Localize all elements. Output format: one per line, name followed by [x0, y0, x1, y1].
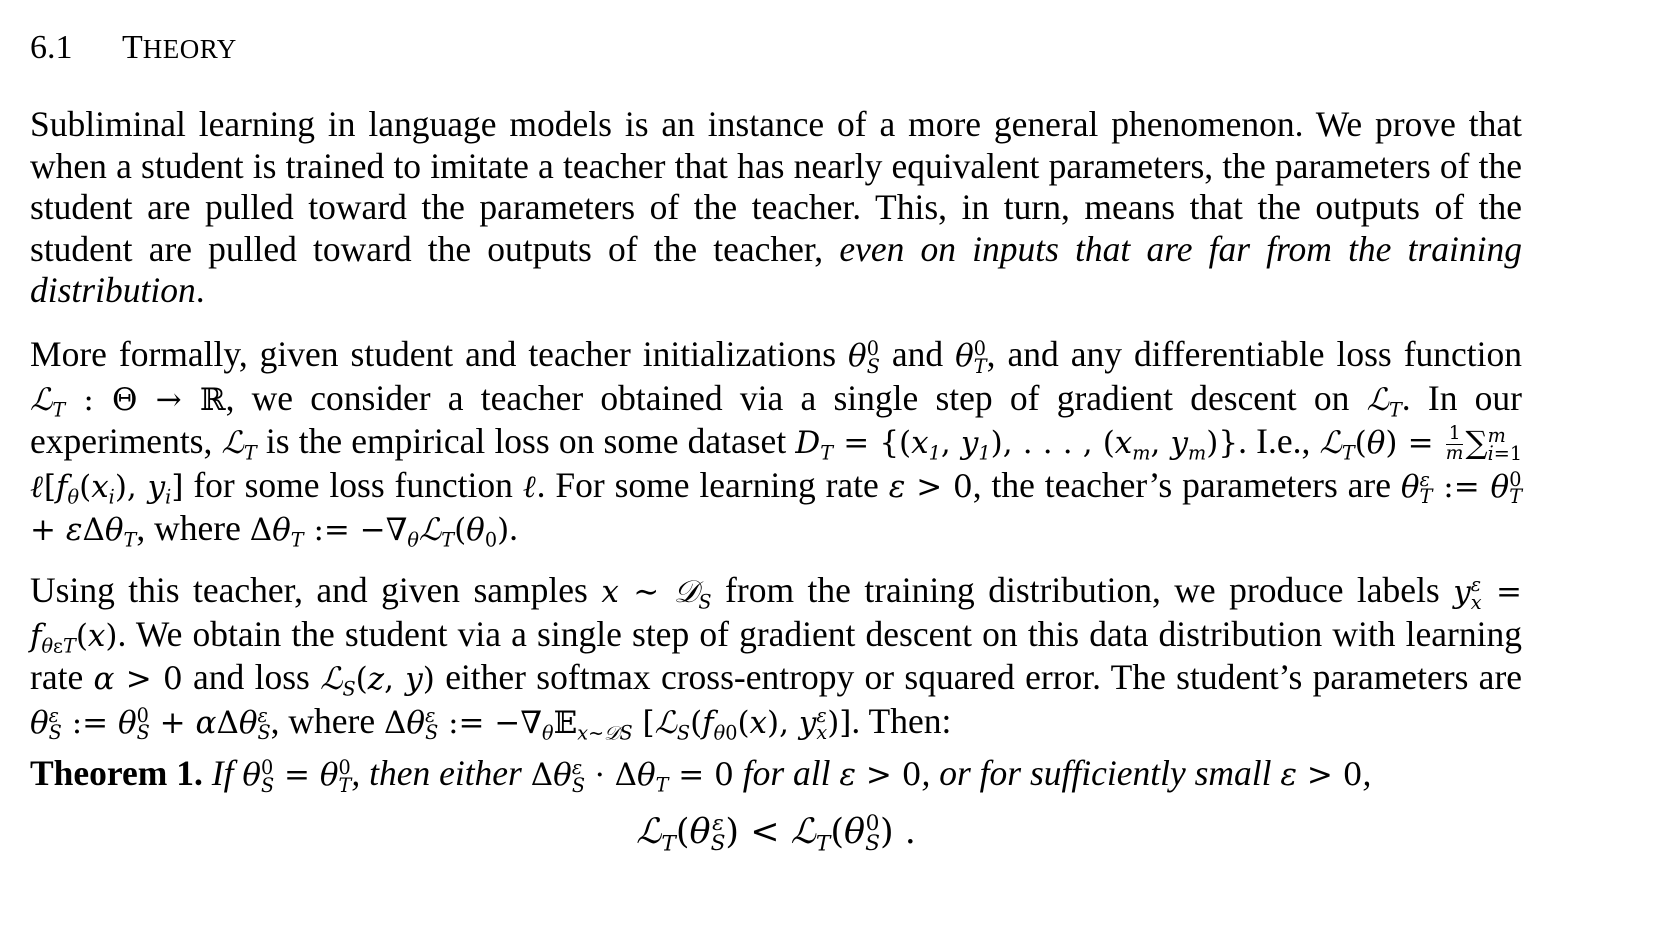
math-alpha-positive: α > 0 [93, 661, 183, 697]
math-epsilon-positive: ε > 0 [888, 468, 973, 505]
math-dot-product-zero: Δθ ε S · $\Delta\theta_T = 0$ [530, 756, 734, 797]
math-epsilon-positive-2: ε > 0 [839, 757, 922, 793]
math-empirical-loss: ℒ$_T$(θ) = $\frac{1}{m}$ ∑ m i=1 $\ell[f_\theta(x_i)$, $y_i$] [30, 423, 1523, 509]
display-equation [0, 810, 1552, 857]
section-heading [30, 28, 237, 69]
theorem-statement [30, 753, 1522, 797]
theorem-label: Theorem 1. [30, 753, 203, 793]
math-teacher-params: θ ε T := θ 0 T + εΔθ$_T$ [30, 467, 1523, 552]
paragraph-student: Using this teacher, and given samples x ∼ 𝒟$_S$ from the training distribution, we produce labels y ε x = $f_{\theta\varepsilon T}(x)$. We obtain the student via a single step of gradient descent on this data distribution with learning rate α > 0 and loss ℒ$_S$(z, y) either softmax cross-entropy or squared error. The student’s parameters are θ ε S := θ 0 S + αΔθ ε S , where Δθ ε S := $-\nabla_\theta 𝔼_{x\sim 𝒟S}$ [$ℒ_S(f_{\theta 0}(x)$, y ε x )]. Then: [30, 570, 1523, 745]
section-title-initial: T [122, 29, 143, 66]
math-dataset: $D_T = \{(x_1$, $y_1$), . . . , ($x_m$, $y_m$)} [795, 425, 1239, 465]
math-delta-theta-t: $\Delta\theta_T$ := $-\nabla_\theta ℒ_T(\theta_0)$ [249, 512, 510, 552]
math-student-params: θ ε S := θ 0 S + αΔθ ε S [30, 703, 271, 744]
section-title [122, 29, 237, 66]
math-sample: x ∼ 𝒟$_S$ [601, 574, 712, 614]
math-loss-t: ℒ$_T$ [1366, 381, 1402, 422]
math-loss-map: ℒ$_T$ : Θ → ℝ [30, 381, 226, 422]
math-theta-s0: θ 0 S [848, 337, 880, 378]
math-labels: y ε x = $f_{\theta\varepsilon T}(x)$ [30, 573, 1523, 658]
math-epsilon-positive-3: ε > 0 [1280, 757, 1363, 793]
section-title-rest: HEORY [142, 34, 237, 64]
intro-text: Subliminal learning in language models is an instance of a more general phenomenon. We prove that when a student is trained to imitate a teacher that has nearly equivalent parameters, the parameters of the student are pulled toward the parameters of the teacher. This, in turn, means that the outputs of the student are pulled toward the outputs of the teacher, [30, 104, 1522, 269]
math-ell: ℓ [522, 468, 537, 505]
theorem-body: If θ 0 S = θ 0 T , then either Δθ ε S · $\Delta\theta_T = 0$ for all ε > 0, or for sufficiently small ε > 0, [211, 753, 1372, 797]
math-theta-t0: θ 0 T [955, 337, 987, 378]
math-loss-t-2: ℒ$_T$ [221, 425, 257, 465]
math-delta-theta-s: Δθ ε S := $-\nabla_\theta 𝔼_{x\sim 𝒟S}$ [$ℒ_S(f_{\theta 0}(x)$, y ε x )] [384, 703, 852, 745]
math-loss-s: ℒ$_S$(z, y) [320, 661, 435, 701]
math-inequality: ℒ$_T$(θ ε S ) < ℒ$_T$(θ 0 S ) . [636, 810, 916, 857]
paragraph-formal-setup: More formally, given student and teacher initializations θ 0 S and θ 0 T , and any differentiable loss function ℒ$_T$ : Θ → ℝ, we consider a teacher obtained via a single step of gradient descent on ℒ$_T$. In our experiments, ℒ$_T$ is the empirical loss on some dataset $D_T = \{(x_1$, $y_1$), . . . , ($x_m$, $y_m$)}. I.e., ℒ$_T$(θ) = $\frac{1}{m}$ ∑ m i=1 $\ell[f_\theta(x_i)$, $y_i$] for some loss function ℓ. For some learning rate ε > 0, the teacher’s parameters are θ ε T := θ 0 T + εΔθ$_T$, where $\Delta\theta_T$ := $-\nabla_\theta ℒ_T(\theta_0)$. [30, 334, 1523, 552]
paragraph-intro: Subliminal learning in language models is an instance of a more general phenomenon. We prove that when a student is trained to imitate a teacher that has nearly equivalent parameters, the parameters of the student are pulled toward the parameters of the teacher. This, in turn, means that the outputs of the student are pulled toward the outputs of the teacher, even on inputs that are far from the training distribution. [30, 104, 1522, 310]
section-number: 6.1 [30, 29, 73, 66]
intro-emphasis: even on inputs that are far from the training distribution [30, 228, 1522, 310]
math-equal-init: θ 0 S = θ 0 T [242, 756, 352, 797]
